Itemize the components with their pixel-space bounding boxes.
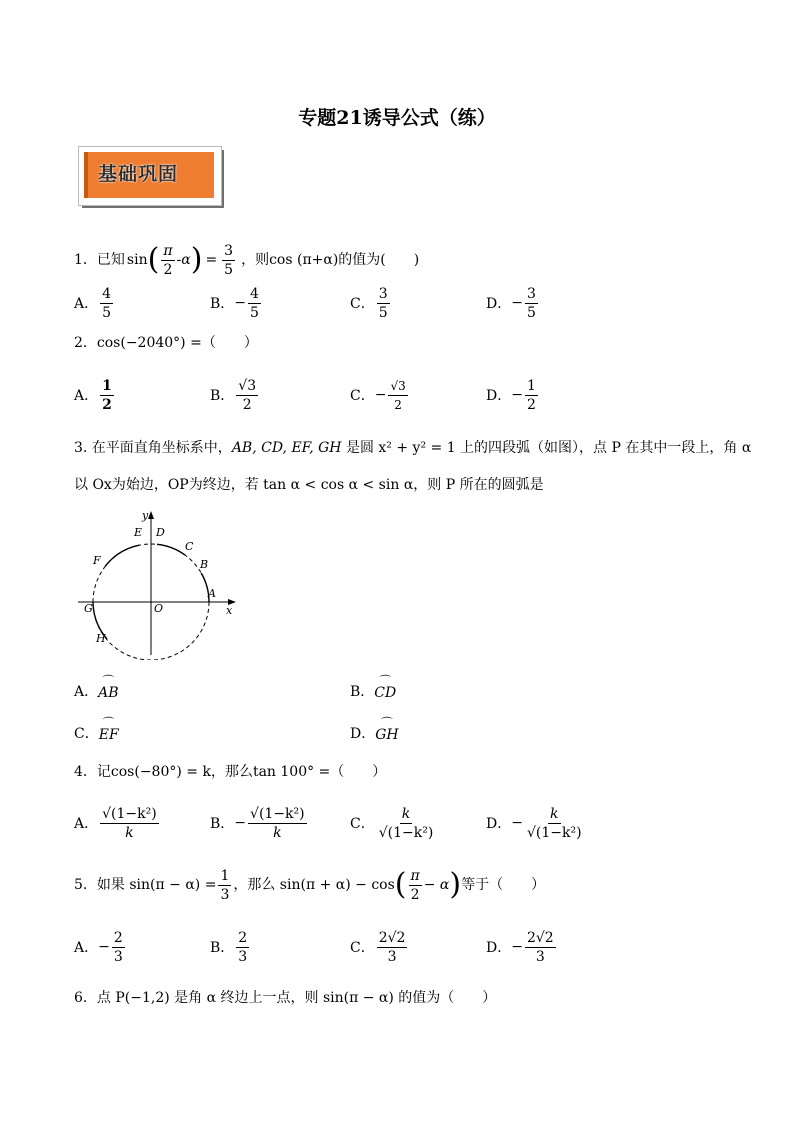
- q1-option-d[interactable]: [486, 283, 540, 323]
- option-arc: ⌒ CD: [374, 682, 396, 701]
- frac-den: 3: [220, 886, 230, 903]
- option-label: A．: [74, 388, 99, 404]
- frac-den: 3: [387, 948, 397, 965]
- option-arc: ⌒ AB: [98, 682, 118, 701]
- q1-frac-num: π: [163, 242, 173, 259]
- q1-frac2-den: 5: [224, 261, 234, 278]
- frac-num: 3: [526, 285, 536, 302]
- q5-minus-alpha: − α: [423, 877, 450, 893]
- option-label: C．: [74, 726, 99, 742]
- frac-num: √3: [238, 377, 257, 394]
- option-fraction: [236, 377, 258, 414]
- frac-num: 3: [378, 285, 388, 302]
- arc-ef: [105, 545, 139, 566]
- question-3-line-1: [74, 438, 751, 458]
- frac-den: 5: [250, 304, 259, 321]
- label-f: F: [93, 554, 101, 567]
- option-fraction: [377, 929, 408, 966]
- q1-func: sin: [126, 252, 148, 268]
- q1-prefix: 1．已知: [74, 252, 125, 268]
- option-fraction: [248, 805, 307, 842]
- option-sign: −: [234, 295, 247, 311]
- option-label: A．: [74, 684, 99, 700]
- arc-cd: [157, 544, 185, 555]
- frac-den: 3: [113, 948, 123, 965]
- option-label: A．: [74, 296, 99, 312]
- q1-option-b[interactable]: [210, 283, 263, 323]
- label-o: O: [154, 602, 164, 615]
- option-fraction: [377, 805, 436, 842]
- option-fraction: [100, 285, 113, 322]
- q3-option-a[interactable]: [74, 680, 119, 702]
- q3-option-b[interactable]: [350, 680, 396, 702]
- frac-den: 2: [526, 396, 536, 413]
- question-4: 4．记cos(−80°) = k，那么tan 100° =（ ）: [74, 764, 387, 780]
- frac-den: 2: [242, 396, 252, 413]
- option-sign: −: [234, 815, 247, 831]
- frac-num: π: [410, 867, 420, 884]
- option-fraction: [525, 805, 584, 842]
- option-arc: ⌒ EF: [99, 724, 119, 743]
- option-label: B．: [210, 296, 235, 312]
- question-6: 6．点 P(−1,2) 是角 α 终边上一点，则 sin(π − α) 的值为（ ）: [74, 990, 497, 1006]
- frac-den: k: [273, 824, 282, 841]
- q5-text-a: 5．如果 sin(π − α) =: [74, 877, 217, 893]
- option-fraction: [236, 929, 249, 966]
- q5-text-d: 等于（ ）: [461, 877, 546, 893]
- frac-den: 5: [526, 304, 536, 321]
- option-label: A．: [74, 940, 99, 956]
- frac-den: √(1−k²): [526, 824, 582, 841]
- frac-den: k: [125, 824, 134, 841]
- q3-text-b: 是圆 x² + y² = 1 上的四段弧（如图），点 P 在其中一段上，角 α: [345, 440, 752, 456]
- option-sign: −: [511, 939, 523, 955]
- badge-label: 基础巩固: [98, 163, 179, 185]
- q3-option-c[interactable]: [74, 722, 119, 744]
- frac-den: 3: [535, 948, 545, 965]
- q2-option-a[interactable]: [74, 374, 116, 416]
- option-label: D．: [486, 296, 512, 312]
- frac-den: 5: [102, 304, 112, 321]
- option-sign: −: [374, 387, 387, 403]
- frac-num: 2√2: [378, 929, 406, 946]
- option-fraction: [100, 805, 159, 842]
- option-fraction: [525, 929, 556, 966]
- label-h: H: [96, 632, 106, 645]
- frac-num: √3: [388, 377, 407, 396]
- option-fraction: [112, 929, 125, 966]
- q1-paren-left: (: [147, 242, 160, 277]
- q5-text-b: ，那么 sin(π + α) − cos: [233, 877, 395, 893]
- label-x: x: [226, 604, 233, 617]
- frac-den: √(1−k²): [378, 824, 434, 841]
- q5-option-b[interactable]: [210, 926, 251, 968]
- option-fraction: [388, 377, 407, 414]
- section-badge: [78, 146, 224, 208]
- frac-den: 2: [394, 397, 402, 412]
- frac-num: 4: [250, 285, 259, 302]
- label-e: E: [134, 526, 143, 539]
- option-sign: −: [511, 295, 523, 311]
- label-g: G: [84, 602, 93, 615]
- option-fraction: [377, 285, 390, 322]
- q1-option-c[interactable]: [350, 283, 392, 323]
- frac-den: 2: [410, 886, 420, 903]
- frac-num: 2: [113, 929, 123, 946]
- label-a: A: [208, 587, 216, 600]
- q3-arcs: AB, CD, EF, GH: [231, 440, 342, 456]
- q5-frac-pi-2: [409, 867, 422, 904]
- q5-frac-1-3: [218, 867, 231, 904]
- option-label: B．: [210, 388, 235, 404]
- option-label: D．: [486, 388, 512, 404]
- q4-option-d[interactable]: [486, 800, 586, 846]
- q1-equals: =: [205, 252, 218, 268]
- option-label: D．: [486, 816, 512, 832]
- frac-den: 3: [238, 948, 248, 965]
- option-label: D．: [350, 726, 376, 742]
- q5-option-a[interactable]: [74, 926, 127, 968]
- question-3-line-2: 以 Ox为始边，OP为终边，若 tan α < cos α < sin α，则 P 所在的圆弧是: [74, 477, 544, 493]
- q4-option-c[interactable]: [350, 800, 437, 846]
- option-label: C．: [350, 296, 375, 312]
- option-label: C．: [350, 816, 375, 832]
- badge-bar: [84, 152, 88, 198]
- frac-num: 1: [526, 377, 536, 394]
- frac-num: √(1−k²): [102, 805, 157, 822]
- option-fraction: [525, 377, 538, 414]
- option-label: C．: [350, 388, 375, 404]
- option-label: D．: [486, 940, 512, 956]
- frac-num: 2√2: [526, 929, 554, 946]
- question-1: [74, 240, 419, 280]
- frac-den: 5: [378, 304, 388, 321]
- q1-frac2-num: 3: [224, 242, 234, 259]
- frac-num: 1: [102, 377, 112, 394]
- option-sign: −: [511, 387, 523, 403]
- q5-paren-right: ): [449, 867, 462, 902]
- option-label: B．: [210, 816, 235, 832]
- q1-frac-den: 2: [163, 261, 173, 278]
- option-label: B．: [210, 940, 235, 956]
- unit-circle-figure: [74, 505, 244, 660]
- option-fraction: [248, 285, 261, 322]
- option-label: B．: [350, 684, 375, 700]
- label-y: y: [142, 509, 149, 522]
- q5-paren-left: (: [394, 867, 407, 902]
- option-fraction: [525, 285, 538, 322]
- q1-frac-pi-2: [161, 242, 174, 279]
- q5-option-d[interactable]: [486, 926, 558, 968]
- q1-frac-3-5: [222, 242, 235, 279]
- page-title: 专题21诱导公式（练）: [298, 107, 496, 129]
- y-axis-arrow: [148, 511, 154, 519]
- label-b: B: [200, 558, 209, 571]
- q3-text-a: 3. 在平面直角坐标系中，: [74, 440, 232, 456]
- frac-num: 2: [238, 929, 248, 946]
- q1-tail: ，则cos (π+α)的值为( ): [241, 252, 420, 268]
- option-arc: ⌒ GH: [375, 724, 398, 743]
- label-d: D: [156, 526, 165, 539]
- q1-option-a[interactable]: [74, 283, 115, 323]
- frac-num: k: [550, 805, 559, 822]
- q2-option-d[interactable]: [486, 374, 540, 416]
- question-5: [74, 864, 545, 906]
- frac-num: √(1−k²): [250, 805, 305, 822]
- q4-option-a[interactable]: [74, 800, 161, 846]
- question-2: 2．cos(−2040°) =（ ）: [74, 335, 258, 351]
- q1-paren-right: ): [190, 242, 203, 277]
- q5-option-c[interactable]: [350, 926, 409, 968]
- option-sign: −: [511, 815, 523, 831]
- frac-num: 4: [102, 285, 112, 302]
- frac-den: 2: [102, 396, 112, 413]
- label-c: C: [185, 540, 194, 553]
- q1-minus-alpha: -α: [176, 252, 191, 268]
- q3-option-d[interactable]: [350, 722, 399, 744]
- option-label: A．: [74, 816, 99, 832]
- option-fraction: [100, 377, 114, 414]
- frac-num: 1: [220, 867, 230, 884]
- q4-option-b[interactable]: [210, 800, 309, 846]
- option-label: C．: [350, 940, 375, 956]
- frac-num: k: [401, 805, 411, 822]
- q2-option-c[interactable]: [350, 374, 410, 416]
- option-sign: −: [98, 939, 110, 955]
- q2-option-b[interactable]: [210, 374, 260, 416]
